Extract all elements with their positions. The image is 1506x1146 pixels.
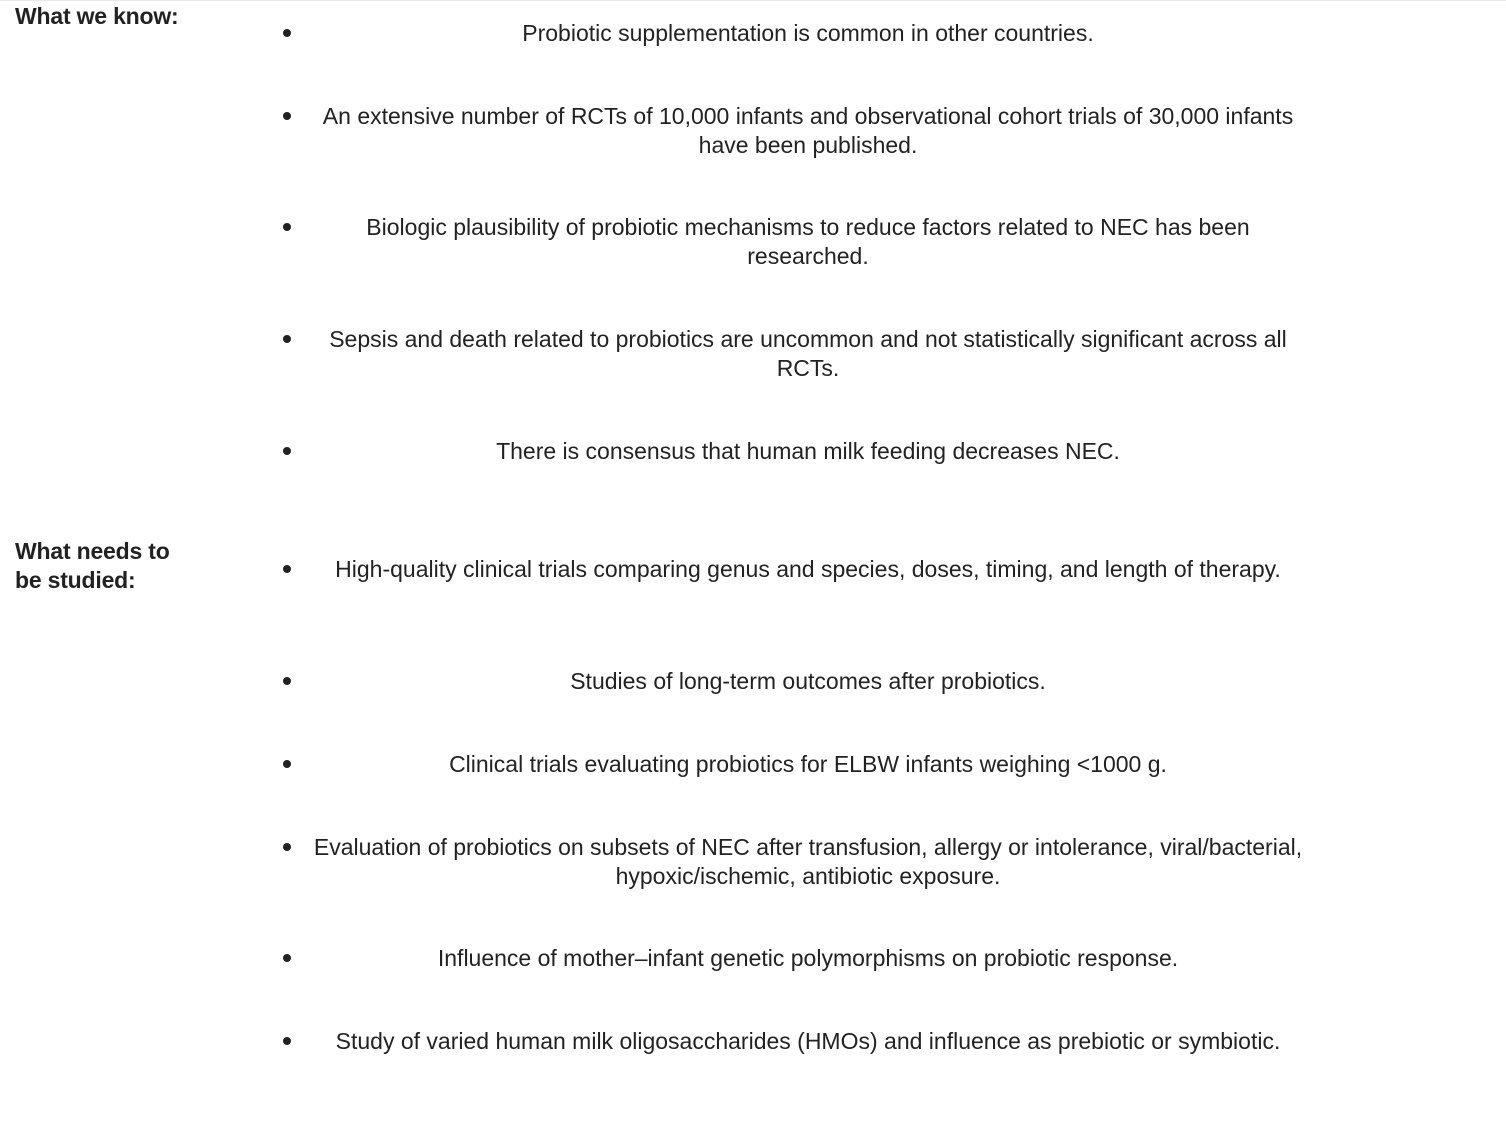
bullet-icon <box>283 112 291 120</box>
bullet-icon <box>283 565 291 573</box>
list-item <box>270 667 1330 727</box>
list-item-text: Probiotic supplementation is common in other countries. <box>522 20 1094 46</box>
bullet-icon <box>283 760 291 768</box>
bullet-icon <box>283 29 291 37</box>
list-item-text: Study of varied human milk oligosaccharides (HMOs) and influence as prebiotic or symbiotic. <box>335 1028 1281 1054</box>
list-item-text: Sepsis and death related to probiotics are uncommon and not statistically significant across all RCTs. <box>329 326 1287 381</box>
list-item-text: An extensive number of RCTs of 10,000 infants and observational cohort trials of 30,000 infants have been published. <box>322 103 1294 158</box>
list-item-text: Clinical trials evaluating probiotics for ELBW infants weighing <1000 g. <box>449 751 1167 777</box>
list-item <box>270 833 1330 893</box>
section-label: What we know: <box>15 3 179 29</box>
bullet-icon <box>283 447 291 455</box>
list-item-text: There is consensus that human milk feeding decreases NEC. <box>496 438 1120 464</box>
list-item <box>270 19 1330 79</box>
list-item <box>270 102 1330 162</box>
list-item <box>270 555 1330 615</box>
list-item <box>270 325 1330 385</box>
list-item <box>270 437 1330 497</box>
list-item-text: Studies of long-term outcomes after probiotics. <box>570 668 1046 694</box>
bullet-icon <box>283 1037 291 1045</box>
list-item-text: Evaluation of probiotics on subsets of NEC after transfusion, allergy or intolerance, viral/bacterial, hypoxic/ischemic, antibiotic exposure. <box>313 834 1303 889</box>
list-item <box>270 944 1330 1004</box>
bullet-icon <box>283 223 291 231</box>
section-label: What needs to be studied: <box>15 538 170 593</box>
top-divider <box>0 0 1506 1</box>
list-item-text: Influence of mother–infant genetic polymorphisms on probiotic response. <box>437 945 1179 971</box>
list-item <box>270 750 1330 810</box>
list-item-text: High-quality clinical trials comparing genus and species, doses, timing, and length of therapy. <box>335 556 1281 582</box>
bullet-icon <box>283 843 291 851</box>
bullet-icon <box>283 335 291 343</box>
list-item <box>270 1027 1330 1087</box>
list-item <box>270 213 1330 273</box>
bullet-icon <box>283 677 291 685</box>
bullet-icon <box>283 954 291 962</box>
list-item-text: Biologic plausibility of probiotic mechanisms to reduce factors related to NEC has been researched. <box>366 214 1250 269</box>
